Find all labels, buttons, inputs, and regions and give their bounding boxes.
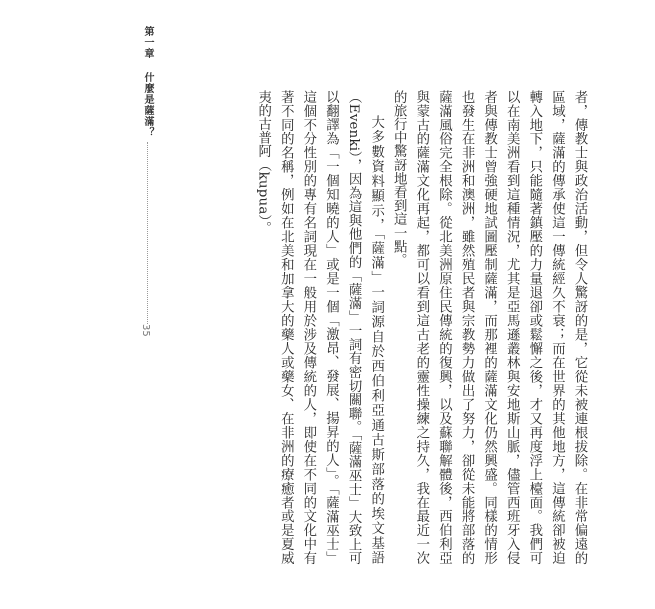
header-divider: [147, 142, 148, 324]
paragraph-1: 者，傳教士與政治活動，但令人驚訝的是，它從未被連根拔除。在非常偏遠的區域，薩滿的傳承使這一傳統經久不衰；而在世界的其他地方，這傳統卻被迫轉入地下，只能隨著鎮壓的力量退卻或鬆懈之後，才又再度浮上檯面。我們可以在南美洲看到這種情況，尤其是亞馬遜叢林與安地斯山脈，儘管西班牙入侵者與傳教士曾強硬地試圖壓制薩滿，而那裡的薩滿文化仍然興盛。同樣的情形也發生在非洲和澳洲，雖然殖民者與宗教勢力做出了努力，卻從未能將部落的薩滿風俗完全根除。從北美洲原住民傳統的復興，以及蘇聯解體後，西伯利亞與蒙古的薩滿文化再起，都可以看到這古老的靈性操練之持久，我在最近一次的旅行中驚訝地看到這一點。: [391, 90, 587, 565]
page-number: 35: [140, 324, 151, 337]
chapter-label: 第一章: [142, 26, 153, 59]
body-text: [200, 90, 590, 565]
paragraph-2: 大多數資料顯示，「薩滿」一詞源自於西伯利亞通古斯部落的埃文基語（Evenki），因為這與他們的「薩滿」一詞有密切關聯。「薩滿巫士」大致上可以翻譯為「一個知曉的人」或是一個「激昂、發展、揚昇的人」。「薩滿巫士」這個不分性別的專有名詞現在一般用於涉及傳統的人，即使在不同的文化中有著不同的名稱，例如在北美和加拿大的藥人或藥女、在非洲的療癒者或是夏威夷的古普阿（kupua）。: [255, 90, 384, 565]
chapter-title: 什麼是薩滿？: [142, 72, 153, 138]
